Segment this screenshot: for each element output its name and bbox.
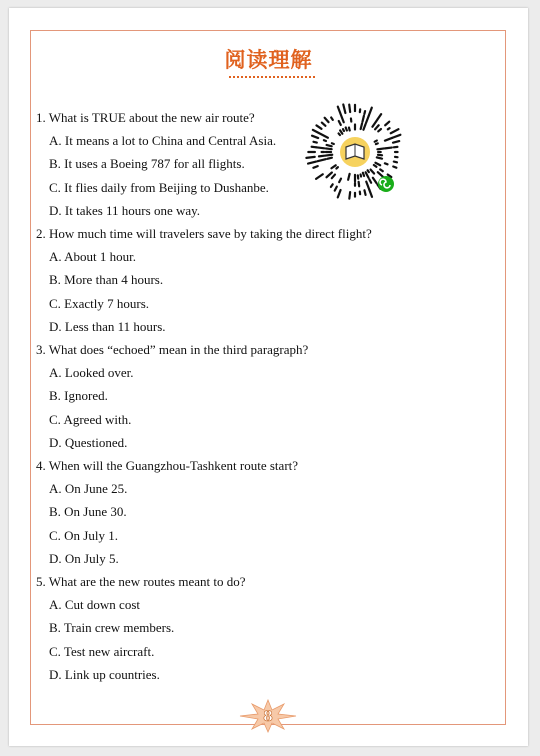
- page-number: 8: [263, 709, 273, 725]
- question-3-option-d: D. Questioned.: [49, 434, 128, 450]
- question-list: [36, 106, 496, 686]
- question-3: 3. What does “echoed” mean in the third paragraph?: [36, 342, 309, 358]
- question-1-option-c: C. It flies daily from Beijing to Dushanbe.: [49, 179, 269, 195]
- question-5-option-d: D. Link up countries.: [49, 666, 160, 682]
- question-2-option-c: C. Exactly 7 hours.: [49, 295, 150, 311]
- question-1-option-a: A. It means a lot to China and Central Asia.: [49, 133, 277, 149]
- question-1: 1. What is TRUE about the new air route?: [36, 110, 255, 125]
- title-underline: [229, 76, 315, 78]
- question-4-option-d: D. On July 5.: [49, 550, 119, 566]
- question-3-option-b: B. Ignored.: [49, 388, 108, 404]
- question-4-option-c: C. On July 1.: [49, 527, 118, 543]
- question-3-option-a: A. Looked over.: [49, 365, 134, 381]
- question-5-option-c: C. Test new aircraft.: [49, 643, 155, 659]
- question-2: 2. How much time will travelers save by taking the direct flight?: [36, 226, 372, 242]
- question-3-option-c: C. Agreed with.: [49, 411, 132, 427]
- question-4: 4. When will the Guangzhou-Tashkent route start?: [36, 458, 299, 474]
- question-4-option-a: A. On June 25.: [49, 481, 128, 497]
- document-page: [9, 8, 528, 746]
- question-5: 5. What are the new routes meant to do?: [36, 574, 246, 590]
- question-2-option-b: B. More than 4 hours.: [49, 272, 164, 288]
- question-5-option-a: A. Cut down cost: [49, 597, 140, 613]
- question-2-option-a: A. About 1 hour.: [49, 249, 137, 265]
- question-5-option-b: B. Train crew members.: [49, 620, 175, 636]
- question-4-option-b: B. On June 30.: [49, 504, 127, 520]
- question-2-option-d: D. Less than 11 hours.: [49, 318, 166, 334]
- question-1-option-b: B. It uses a Boeing 787 for all flights.: [49, 156, 245, 172]
- page-number-badge: [238, 698, 298, 734]
- question-1-option-d: D. It takes 11 hours one way.: [49, 202, 201, 218]
- page-title: 阅读理解: [224, 47, 313, 72]
